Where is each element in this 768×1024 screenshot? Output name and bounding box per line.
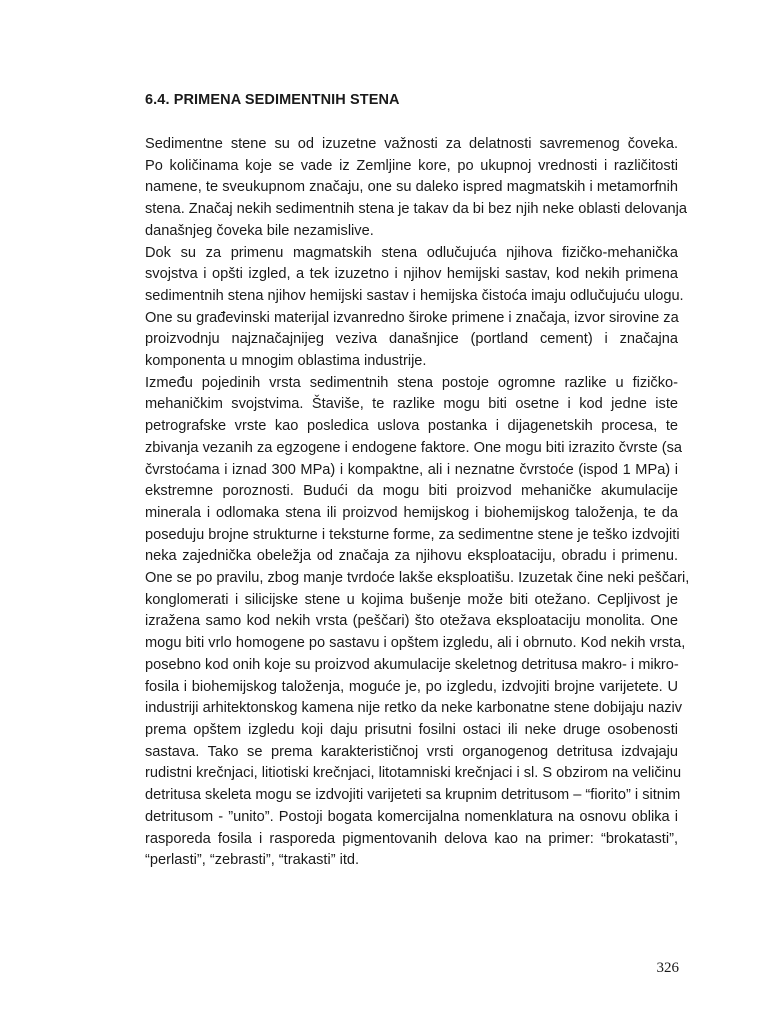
- paragraph: [145, 373, 690, 872]
- text-line: rasporeda fosila i rasporeda pigmentovanih delova kao na primer: “brokatasti”,: [145, 830, 678, 847]
- text-line: komponenta u mnogim oblastima industrije.: [145, 353, 427, 370]
- text-line: ekstremne poroznosti. Budući da mogu biti proizvod mehaničke akumulacije: [145, 483, 678, 500]
- text-line: namene, te sveukupnom značaju, one su daleko ispred magmatskih i metamorfnih: [145, 179, 678, 196]
- body-text: [145, 134, 690, 872]
- text-line: čvrstoćama i iznad 300 MPa) i kompaktne, ali i neznatne čvrstoće (ispod 1 MPa) i: [145, 461, 678, 478]
- text-line: Sedimentne stene su od izuzetne važnosti za delatnosti savremenog čoveka.: [145, 136, 678, 152]
- text-line: One su građevinski materijal izvanredno široke primene i značaja, izvor sirovine za: [145, 309, 679, 326]
- paragraph: [145, 243, 684, 373]
- text-line: mehaničkim svojstvima. Štaviše, te razlike mogu biti osetne i kod jedne iste: [145, 396, 678, 413]
- text-line: današnjeg čoveka bile nezamislive.: [145, 222, 374, 239]
- section-heading: 6.4. PRIMENA SEDIMENTNIH STENA: [145, 92, 400, 108]
- text-line: minerala i odlomaka stena ili proizvod hemijskog i biohemijskog taloženja, te da: [145, 504, 678, 521]
- text-line: detritusom - ”unito”. Postoji bogata komercijalna nomenklatura na osnovu oblika i: [145, 808, 678, 825]
- text-line: One se po pravilu, zbog manje tvrdoće lakše eksploatišu. Izuzetak čine neki peščari,: [145, 570, 690, 587]
- text-line: fosila i biohemijskog taloženja, moguće je, po izgledu, izdvojiti brojne varijetete. U: [145, 678, 678, 695]
- text-line: neka zajednička obeležja od značaja za njihovu eksploataciju, obradu i primenu.: [145, 548, 678, 565]
- text-line: izražena samo kod nekih vrsta (peščari) što otežava eksploataciju monolita. One: [145, 613, 678, 630]
- text-line: detritusa skeleta mogu se izdvojiti varijeteti sa krupnim detritusom – “fiorito” i sitnim: [145, 787, 681, 804]
- text-line: prema opštem izgledu koji daju prisutni fosilni ostaci ili neke druge osobenosti: [145, 721, 678, 738]
- text-line: Dok su za primenu magmatskih stena odlučujuća njihova fizičko-mehanička: [145, 244, 678, 261]
- text-line: posebno kod onih koje su proizvod akumulacije skeletnog detritusa makro- i mikro-: [145, 656, 679, 673]
- text-line: sastava. Tako se prema karakterističnoj vrsti organogenog detritusa izdvajaju: [145, 743, 678, 760]
- text-line: Između pojedinih vrsta sedimentnih stena postoje ogromne razlike u fizičko-: [145, 374, 678, 391]
- text-line: konglomerati i silicijske stene u kojima bušenje može biti otežano. Cepljivost je: [145, 591, 678, 608]
- page-number: 326: [656, 960, 679, 976]
- paragraph: [145, 134, 687, 243]
- text-line: rudistni krečnjaci, litiotiski krečnjaci, litotamniski krečnjaci i sl. S obzirom na veličinu: [145, 765, 682, 782]
- text-line: stena. Značaj nekih sedimentnih stena je takav da bi bez njih neke oblasti delovanja: [145, 201, 687, 218]
- text-line: poseduju brojne strukturne i teksturne forme, za sedimentne stene je teško izdvojiti: [145, 526, 680, 543]
- text-line: “perlasti”, “zebrasti”, “trakasti” itd.: [145, 852, 360, 869]
- text-line: petrografske vrste kao posledica uslova postanka i dijagenetskih procesa, te: [145, 418, 678, 435]
- text-line: industriji arhitektonskog kamena nije retko da neke karbonatne stene dobijaju naziv: [145, 700, 683, 717]
- text-line: Po količinama koje se vade iz Zemljine kore, po ukupnoj vrednosti i različitosti: [145, 157, 678, 174]
- text-line: sedimentnih stena njihov hemijski sastav i hemijska čistoća imaju odlučujuću ulogu.: [145, 287, 684, 304]
- text-line: zbivanja vezanih za egzogene i endogene faktore. One mogu biti izrazito čvrste (sa: [145, 439, 683, 456]
- text-line: mogu biti vrlo homogene po sastavu i opštem izgledu, ali i obrnuto. Kod nekih vrsta,: [145, 635, 686, 652]
- text-line: proizvodnju najznačajnijeg veziva današnjice (portland cement) i značajna: [145, 331, 678, 348]
- text-line: svojstva i opšti izgled, a tek izuzetno i njihov hemijski sastav, kod nekih primena: [145, 266, 678, 283]
